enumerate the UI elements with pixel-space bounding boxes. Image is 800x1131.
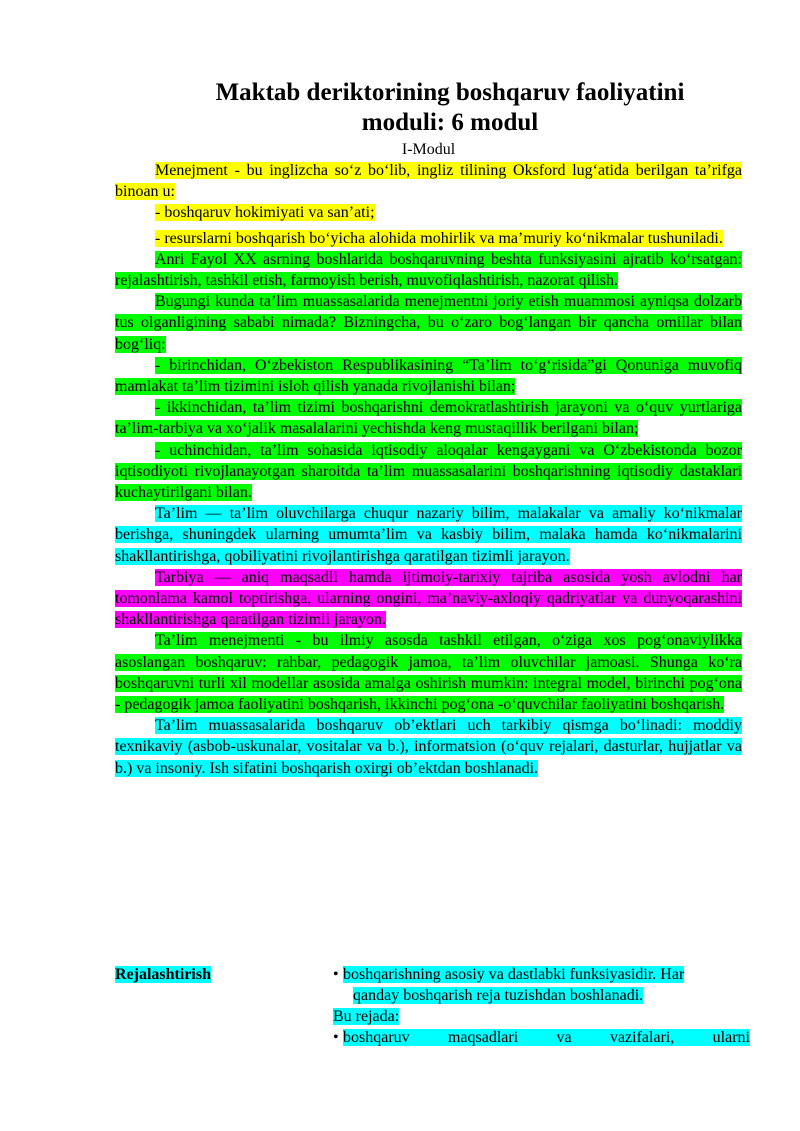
title-line-2: moduli: 6 modul (361, 109, 539, 136)
module-subtitle: I-Modul (401, 141, 456, 158)
paragraph-uchinchidan: - uchinchidan, ta’lim sohasida iqtisodiy aloqalar kengaygani va O‘zbekistonda bozor iqtisodiyoti rivojlanayotgan sharoitda ta’lim muassasalarini boshqarishning iqtisodiy dastaklari kuchaytirilgani bilan. (115, 441, 742, 502)
rejalashtirish-description (333, 964, 750, 1048)
rejalashtirish-bu-rejada: Bu rejada: (333, 1008, 400, 1025)
paragraph-boshqaruv-obektlari: Ta’lim muassasalarida boshqaruv ob’ektlari uch tarkibiy qismga bo‘linadi: moddiy texnikaviy (asbob-uskunalar, vositalar va b.), informatsion (o‘quv rejalari, dasturlar, hujjatlar va b.) va insoniy. Ish sifatini boshqarish oxirgi ob’ektdan boshlanadi. (115, 717, 742, 777)
bullet-icon: • (333, 1029, 339, 1046)
paragraph-birinchidan: - birinchidan, O‘zbekiston Respublikasining “Ta’lim to‘g‘risida”gi Qonuniga muvofiq mamlakat ta’lim tizimini isloh qilish yanada rivojlanishi bilan; (115, 356, 742, 396)
rejalashtirish-label: Rejalashtirish (115, 966, 211, 983)
paragraph-tarbiya-definition: Tarbiya — aniq maqsadli hamda ijtimoiy-tarixiy tajriba asosida yosh avlodni har tomonlama kamol toptirishga, ularning ongini, ma’naviy-axloqiy qadriyatlar va dunyoqarashini shakllantirishga qaratilgan tizimli jarayon. (115, 568, 742, 629)
paragraph-boshqaruv-hokimiyati: - boshqaruv hokimiyati va san’ati; (155, 204, 375, 222)
paragraph-talim-menejmenti: Ta’lim menejmenti - bu ilmiy asosda tashkil etilgan, o‘ziga xos pog‘onaviylikka asoslangan boshqaruv: rahbar, pedagogik jamoa, ta’lim oluvchilar jamoasi. Shunga ko‘ra boshqaruvni turli xil modellar asosida amalga oshirish mumkin: integral model, birinchi pog‘ona - pedagogik jamoa faoliyatini boshqarish, ikkinchi pog‘ona -o‘quvchilar faoliyatini boshqarish. (115, 632, 742, 714)
paragraph-ikkinchidan: - ikkinchidan, ta’lim tizimi boshqarishni demokratlashtirish jarayoni va o‘quv yurtlariga ta’lim-tarbiya va xo‘jalik masalalarini yechishda keng mustaqillik berilgani bilan; (115, 399, 742, 438)
title-line-1: Maktab deriktorining boshqaruv faoliyatini (215, 79, 685, 106)
paragraph-menejment-definition: Menejment - bu inglizcha so‘z bo‘lib, ingliz tilining Oksford lug‘atida berilgan ta’rifga binoan u: (115, 162, 742, 201)
rejalashtirish-bullet-1: • boshqarishning asosiy va dastlabki funksiyasidir. Har qanday boshqarish reja tuzishdan boshlanadi. (333, 966, 685, 1004)
document-title (170, 78, 730, 138)
paragraph-bugungi-kunda: Bugungi kunda ta’lim muassasalarida menejmentni joriy etish muammosi ayniqsa dolzarb tus olganligining sababi nimada? Bizningcha, bu o‘zaro bog‘langan bir qancha omillar bilan bog‘liq: (115, 293, 742, 353)
rejalashtirish-bullet-2: • boshqaruv maqsadlari va vazifalari, ularni (333, 1029, 750, 1046)
document-body (115, 160, 742, 779)
paragraph-anri-fayol: Anri Fayol XX asrning boshlarida boshqaruvning beshta funksiyasini ajratib ko‘rsatgan: rejalashtirish, tashkil etish, farmoyish berish, muvofiqlashtirish, nazorat qilish. (115, 250, 742, 290)
paragraph-resurslar: - resurslarni boshqarish bo‘yicha alohida mohirlik va ma’muriy ko‘nikmalar tushuniladi. (155, 229, 723, 247)
paragraph-talim-definition: Ta’lim — ta’lim oluvchilarga chuqur nazariy bilim, malakalar va amaliy ko‘nikmalar berishga, shuningdek ularning umumta’lim va kasbiy bilim, malaka hamda ko‘nikmalarini shakllantirishga, qobiliyatini rivojlantirishga qaratilgan tizimli jarayon. (115, 505, 742, 565)
bullet-icon: • (333, 966, 339, 983)
